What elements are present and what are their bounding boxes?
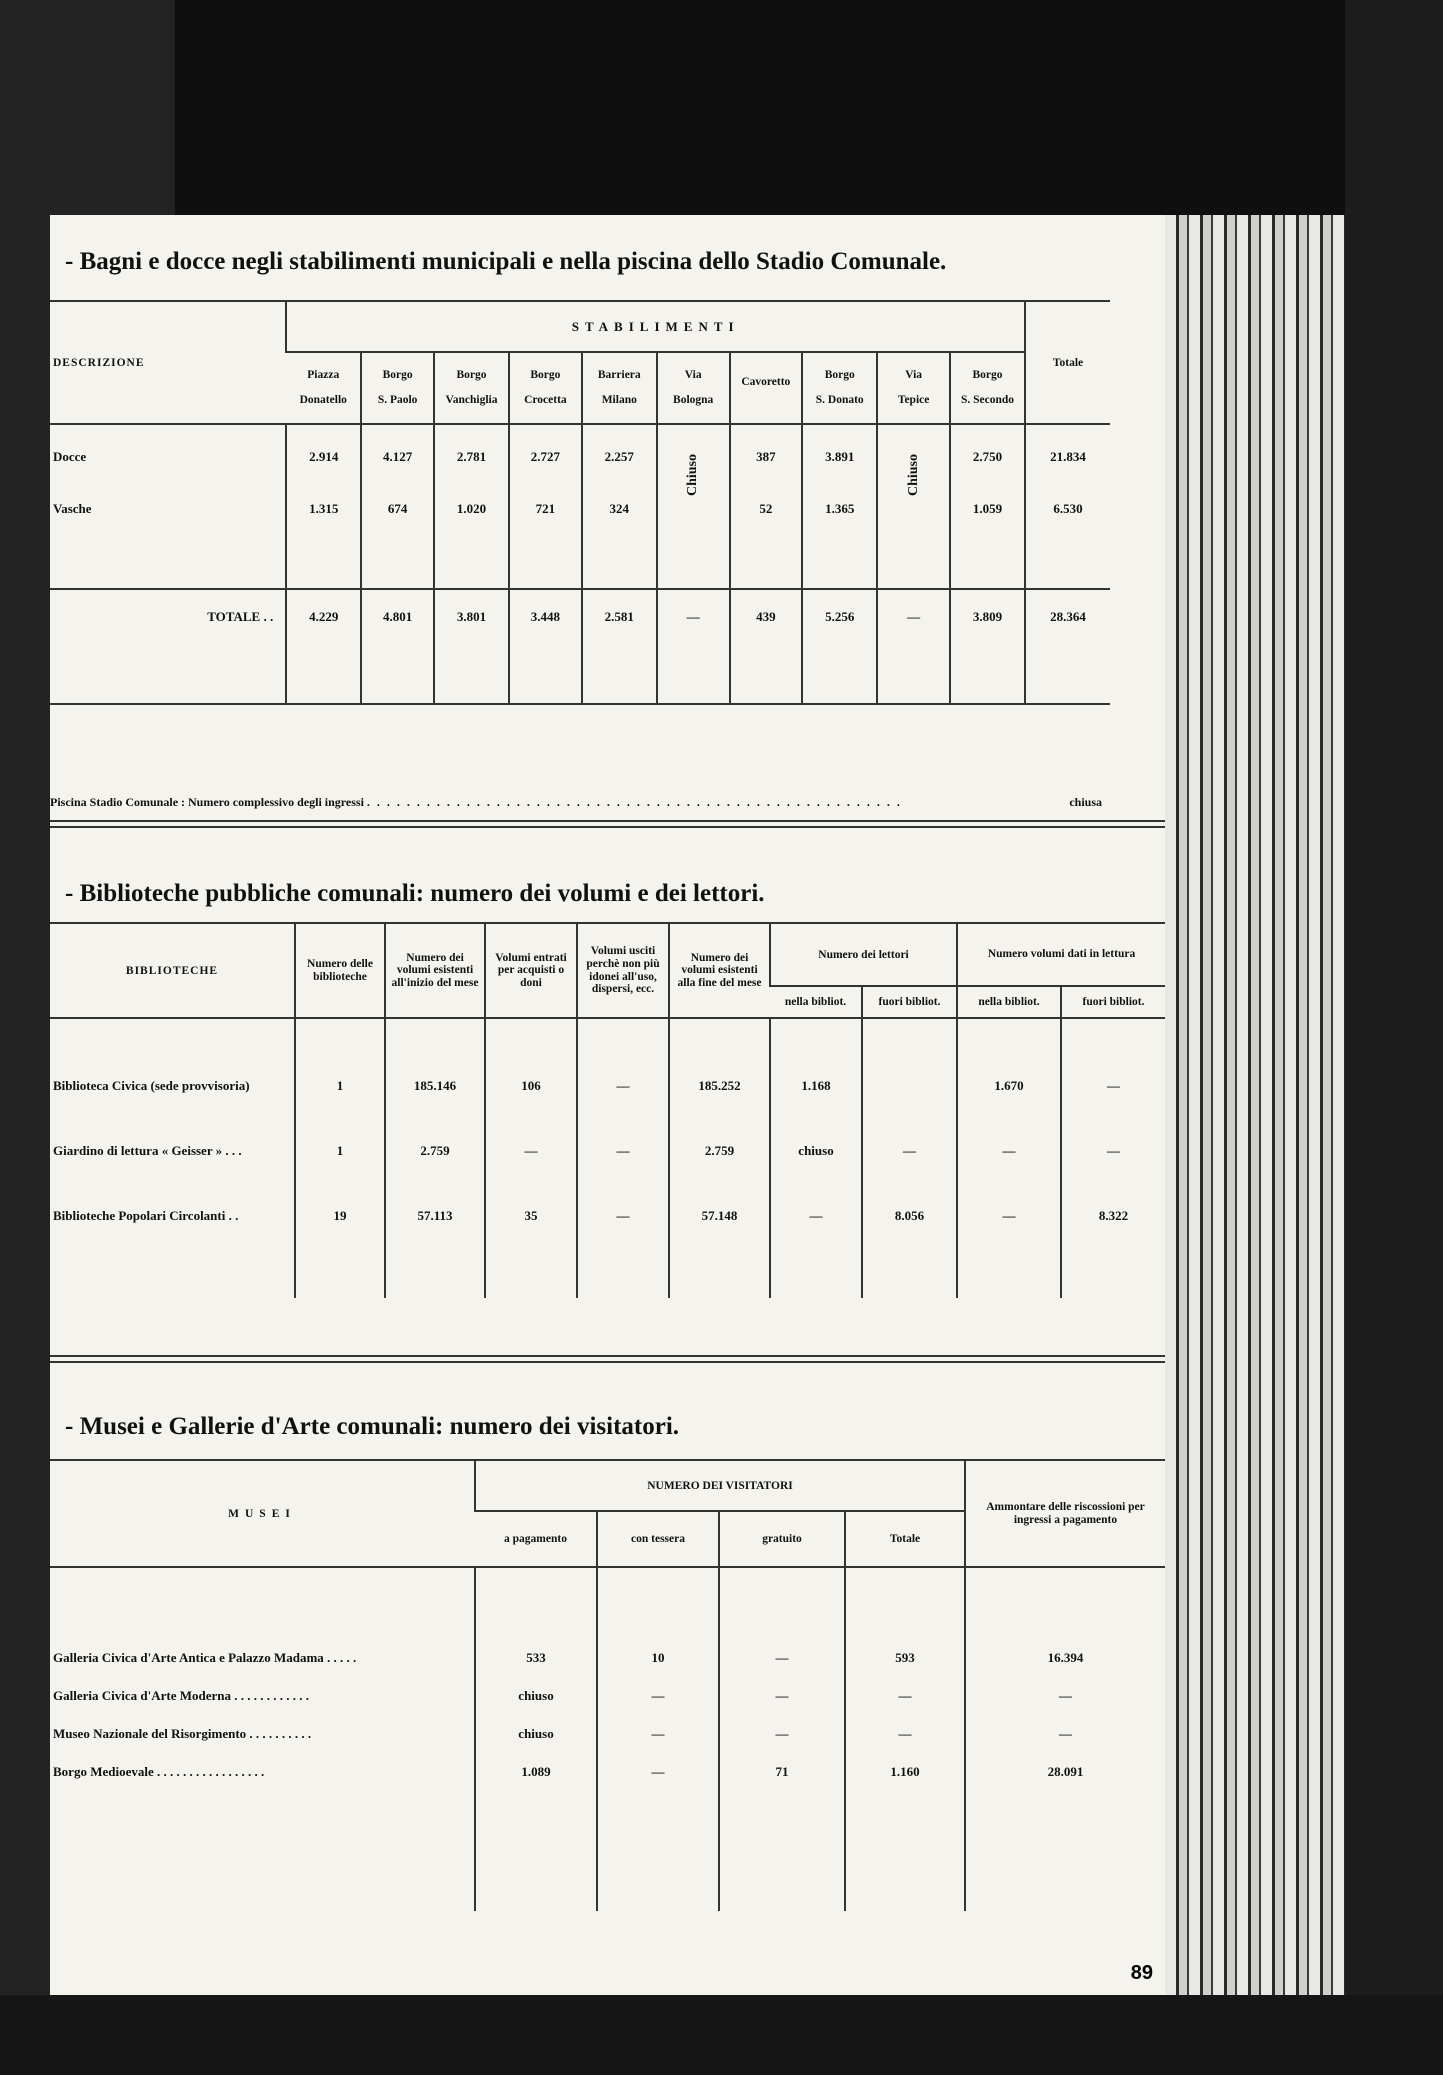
bib-header-usciti: Volumi usciti perchè non più idonei all'uso, dispersi, ecc. <box>577 924 669 1018</box>
museum-name: Museo Nazionale del Risorgimento . . . . . . . . . . <box>53 1726 312 1741</box>
stabilimento-name-line2: Vanchiglia <box>445 394 498 406</box>
totale-value: 5.256 <box>802 589 877 644</box>
closed-cell <box>657 424 730 529</box>
bib-header-inizio: Numero dei volumi esistenti all'inizio del mese <box>385 924 485 1018</box>
bib-col-label: BIBLIOTECHE <box>125 964 219 977</box>
stabilimento-header <box>361 352 434 424</box>
value-cell: 1.089 <box>475 1753 597 1791</box>
closed-cell <box>877 424 950 529</box>
value-cell: — <box>1061 1053 1165 1118</box>
stabilimento-name-line2: S. Secondo <box>961 394 1015 406</box>
table-row <box>50 1183 1165 1248</box>
value-cell: 1.315 <box>286 489 361 529</box>
biblioteche-title: - Biblioteche pubbliche comunali: numero dei volumi e dei lettori. <box>65 880 765 907</box>
value-cell: 185.252 <box>669 1053 770 1118</box>
value-cell: — <box>965 1677 1165 1715</box>
stabilimenti-header: STABILIMENTI <box>286 302 1025 352</box>
value-cell: 2.759 <box>669 1118 770 1183</box>
museum-name: Galleria Civica d'Arte Moderna . . . . . . . . . . . . <box>53 1688 309 1703</box>
value-cell: — <box>957 1183 1061 1248</box>
value-cell: — <box>719 1639 845 1677</box>
total-cell: 21.834 <box>1025 424 1110 489</box>
totale-value: — <box>877 589 950 644</box>
value-cell: 16.394 <box>965 1639 1165 1677</box>
totale-value: 3.448 <box>509 589 582 644</box>
scan-bottom-band <box>0 1995 1443 2075</box>
total-cell: 6.530 <box>1025 489 1110 529</box>
row-label: Vasche <box>53 501 92 516</box>
piscina-label: Piscina Stadio Comunale : Numero complessivo degli ingressi <box>50 795 364 809</box>
page-stack-edges <box>1165 215 1345 1995</box>
row-label: Docce <box>53 449 87 464</box>
table-row <box>50 1715 1165 1753</box>
value-cell: 1 <box>295 1118 385 1183</box>
stabilimento-name-line1: Borgo <box>382 369 413 382</box>
value-cell: 1 <box>295 1053 385 1118</box>
spacer <box>50 1791 1165 1911</box>
value-cell: — <box>577 1053 669 1118</box>
totale-value: 2.581 <box>582 589 657 644</box>
value-cell: 721 <box>509 489 582 529</box>
stabilimento-name-line1: Borgo <box>824 369 855 382</box>
table-row <box>50 1677 1165 1715</box>
value-cell: 1.365 <box>802 489 877 529</box>
stabilimento-header <box>286 352 361 424</box>
bib-header-volumi-lettura: Numero volumi dati in lettura <box>957 924 1165 986</box>
totale-value: 439 <box>730 589 803 644</box>
value-cell: 57.113 <box>385 1183 485 1248</box>
leader-dots: . . . . . . . . . . . . . . . . . . . . . . . . . . . . . . . . . . . . . . . . . . . . . . . . . . . . . . <box>366 795 902 809</box>
desc-header: DESCRIZIONE <box>53 356 145 369</box>
stabilimento-name-line2: Bologna <box>673 394 714 406</box>
section-divider <box>50 1355 1165 1363</box>
bib-header-fine: Numero dei volumi esistenti alla fine del mese <box>669 924 770 1018</box>
musei-group-header: NUMERO DEI VISITATORI <box>475 1461 965 1511</box>
stabilimento-header <box>657 352 730 424</box>
totale-value: 3.809 <box>950 589 1025 644</box>
stabilimento-name-line2: Milano <box>601 394 637 406</box>
museum-name: Galleria Civica d'Arte Antica e Palazzo Madama . . . . . <box>53 1650 357 1665</box>
stabilimento-name-line1: Via <box>905 369 923 382</box>
value-cell: — <box>965 1715 1165 1753</box>
library-name: Biblioteca Civica (sede provvisoria) <box>53 1077 250 1093</box>
totale-grand-total: 28.364 <box>1025 589 1110 644</box>
value-cell: chiuso <box>475 1677 597 1715</box>
value-cell: — <box>845 1677 965 1715</box>
value-cell: 52 <box>730 489 803 529</box>
value-cell: 106 <box>485 1053 577 1118</box>
value-cell: 28.091 <box>965 1753 1165 1791</box>
stabilimento-header <box>434 352 509 424</box>
bib-header-numero: Numero delle biblioteche <box>295 924 385 1018</box>
stabilimento-name-line2: Crocetta <box>524 394 567 406</box>
scan-top-band <box>175 0 1345 240</box>
value-cell: 2.750 <box>950 424 1025 489</box>
value-cell: 2.781 <box>434 424 509 489</box>
totale-value: 4.801 <box>361 589 434 644</box>
bagni-table <box>50 302 1110 705</box>
value-cell: 674 <box>361 489 434 529</box>
totale-label: TOTALE . . <box>207 609 274 624</box>
value-cell: 1.059 <box>950 489 1025 529</box>
stabilimento-name-line1: Barriera <box>597 369 641 382</box>
value-cell: 8.322 <box>1061 1183 1165 1248</box>
value-cell: — <box>862 1118 957 1183</box>
stabilimento-name-line1: Borgo <box>530 369 561 382</box>
closed-label: Chiuso <box>685 453 701 497</box>
stabilimento-name-line1: Cavoretto <box>741 375 791 388</box>
stabilimento-name-line1: Via <box>684 369 702 382</box>
value-cell: 35 <box>485 1183 577 1248</box>
stabilimento-header <box>509 352 582 424</box>
bib-sub-fuori-1: fuori bibliot. <box>862 986 957 1018</box>
value-cell: 57.148 <box>669 1183 770 1248</box>
biblioteche-table <box>50 924 1165 1298</box>
value-cell: — <box>770 1183 862 1248</box>
table-row <box>50 424 1110 489</box>
bib-header-entrati: Volumi entrati per acquisti o doni <box>485 924 577 1018</box>
value-cell: — <box>845 1715 965 1753</box>
value-cell: 593 <box>845 1639 965 1677</box>
value-cell: 8.056 <box>862 1183 957 1248</box>
table-row <box>50 1639 1165 1677</box>
value-cell: 3.891 <box>802 424 877 489</box>
table-row <box>50 1753 1165 1791</box>
stabilimento-name-line1: Borgo <box>972 369 1003 382</box>
totale-value: 3.801 <box>434 589 509 644</box>
total-header: Totale <box>1025 302 1110 424</box>
value-cell: — <box>719 1715 845 1753</box>
spacer <box>50 644 1110 704</box>
bib-sub-fuori-2: fuori bibliot. <box>1061 986 1165 1018</box>
stabilimento-name-line1: Piazza <box>307 369 340 382</box>
value-cell: chiuso <box>475 1715 597 1753</box>
value-cell: chiuso <box>770 1118 862 1183</box>
museum-name: Borgo Medioevale . . . . . . . . . . . . . . . . . <box>53 1764 265 1779</box>
spacer <box>50 1018 1165 1053</box>
document-page <box>50 215 1165 1995</box>
value-cell: — <box>597 1715 719 1753</box>
value-cell: 4.127 <box>361 424 434 489</box>
value-cell: — <box>957 1118 1061 1183</box>
stabilimento-name-line2: S. Paolo <box>377 394 418 406</box>
library-name: Giardino di lettura « Geisser » . . . <box>53 1142 242 1158</box>
totale-row <box>50 589 1110 644</box>
musei-table <box>50 1461 1165 1911</box>
musei-header-tessera: con tessera <box>597 1511 719 1567</box>
value-cell <box>862 1053 957 1118</box>
value-cell: 2.257 <box>582 424 657 489</box>
page-number: 89 <box>1130 1962 1153 1984</box>
musei-col-label: MUSEI <box>228 1507 296 1520</box>
value-cell: — <box>577 1118 669 1183</box>
value-cell: 10 <box>597 1639 719 1677</box>
stabilimento-header <box>730 352 803 424</box>
value-cell: — <box>485 1118 577 1183</box>
section-divider <box>50 820 1165 828</box>
bib-header-lettori: Numero dei lettori <box>770 924 957 986</box>
totale-value: 4.229 <box>286 589 361 644</box>
table-row <box>50 1053 1165 1118</box>
value-cell: 185.146 <box>385 1053 485 1118</box>
library-name: Biblioteche Popolari Circolanti . . <box>53 1207 239 1223</box>
piscina-value: chiusa <box>1069 795 1102 809</box>
spacer <box>50 1567 1165 1639</box>
piscina-row <box>50 795 1110 810</box>
table-row <box>50 489 1110 529</box>
stabilimento-name-line2: Donatello <box>299 394 347 406</box>
bib-sub-nella-2: nella bibliot. <box>957 986 1061 1018</box>
musei-header-gratuito: gratuito <box>719 1511 845 1567</box>
value-cell: 324 <box>582 489 657 529</box>
value-cell: 1.670 <box>957 1053 1061 1118</box>
value-cell: 2.914 <box>286 424 361 489</box>
stabilimento-name-line1: Borgo <box>456 369 487 382</box>
value-cell: 1.160 <box>845 1753 965 1791</box>
bib-sub-nella-1: nella bibliot. <box>784 996 847 1008</box>
value-cell: 2.727 <box>509 424 582 489</box>
musei-title: - Musei e Gallerie d'Arte comunali: numero dei visitatori. <box>65 1413 680 1440</box>
value-cell: — <box>597 1677 719 1715</box>
value-cell: 2.759 <box>385 1118 485 1183</box>
spacer <box>50 529 1110 589</box>
musei-header-pagamento: a pagamento <box>504 1533 567 1545</box>
bagni-title: - Bagni e docce negli stabilimenti municipali e nella piscina dello Stadio Comunale. <box>65 248 947 275</box>
stabilimento-name-line2: S. Donato <box>815 394 864 406</box>
value-cell: 19 <box>295 1183 385 1248</box>
value-cell: 71 <box>719 1753 845 1791</box>
value-cell: — <box>1061 1118 1165 1183</box>
value-cell: 1.168 <box>770 1053 862 1118</box>
value-cell: 1.020 <box>434 489 509 529</box>
stabilimento-header <box>802 352 877 424</box>
value-cell: 533 <box>475 1639 597 1677</box>
musei-amount-header: Ammontare delle riscossioni per ingressi a pagamento <box>965 1461 1165 1567</box>
musei-header-totale: Totale <box>845 1511 965 1567</box>
table-row <box>50 1118 1165 1183</box>
stabilimento-header <box>877 352 950 424</box>
value-cell: 387 <box>730 424 803 489</box>
value-cell: — <box>597 1753 719 1791</box>
stabilimento-name-line2: Tepice <box>897 394 930 406</box>
spacer <box>50 1248 1165 1298</box>
totale-value: — <box>657 589 730 644</box>
closed-label: Chiuso <box>905 453 921 497</box>
value-cell: — <box>577 1183 669 1248</box>
stabilimento-header <box>582 352 657 424</box>
value-cell: — <box>719 1677 845 1715</box>
stabilimento-header <box>950 352 1025 424</box>
